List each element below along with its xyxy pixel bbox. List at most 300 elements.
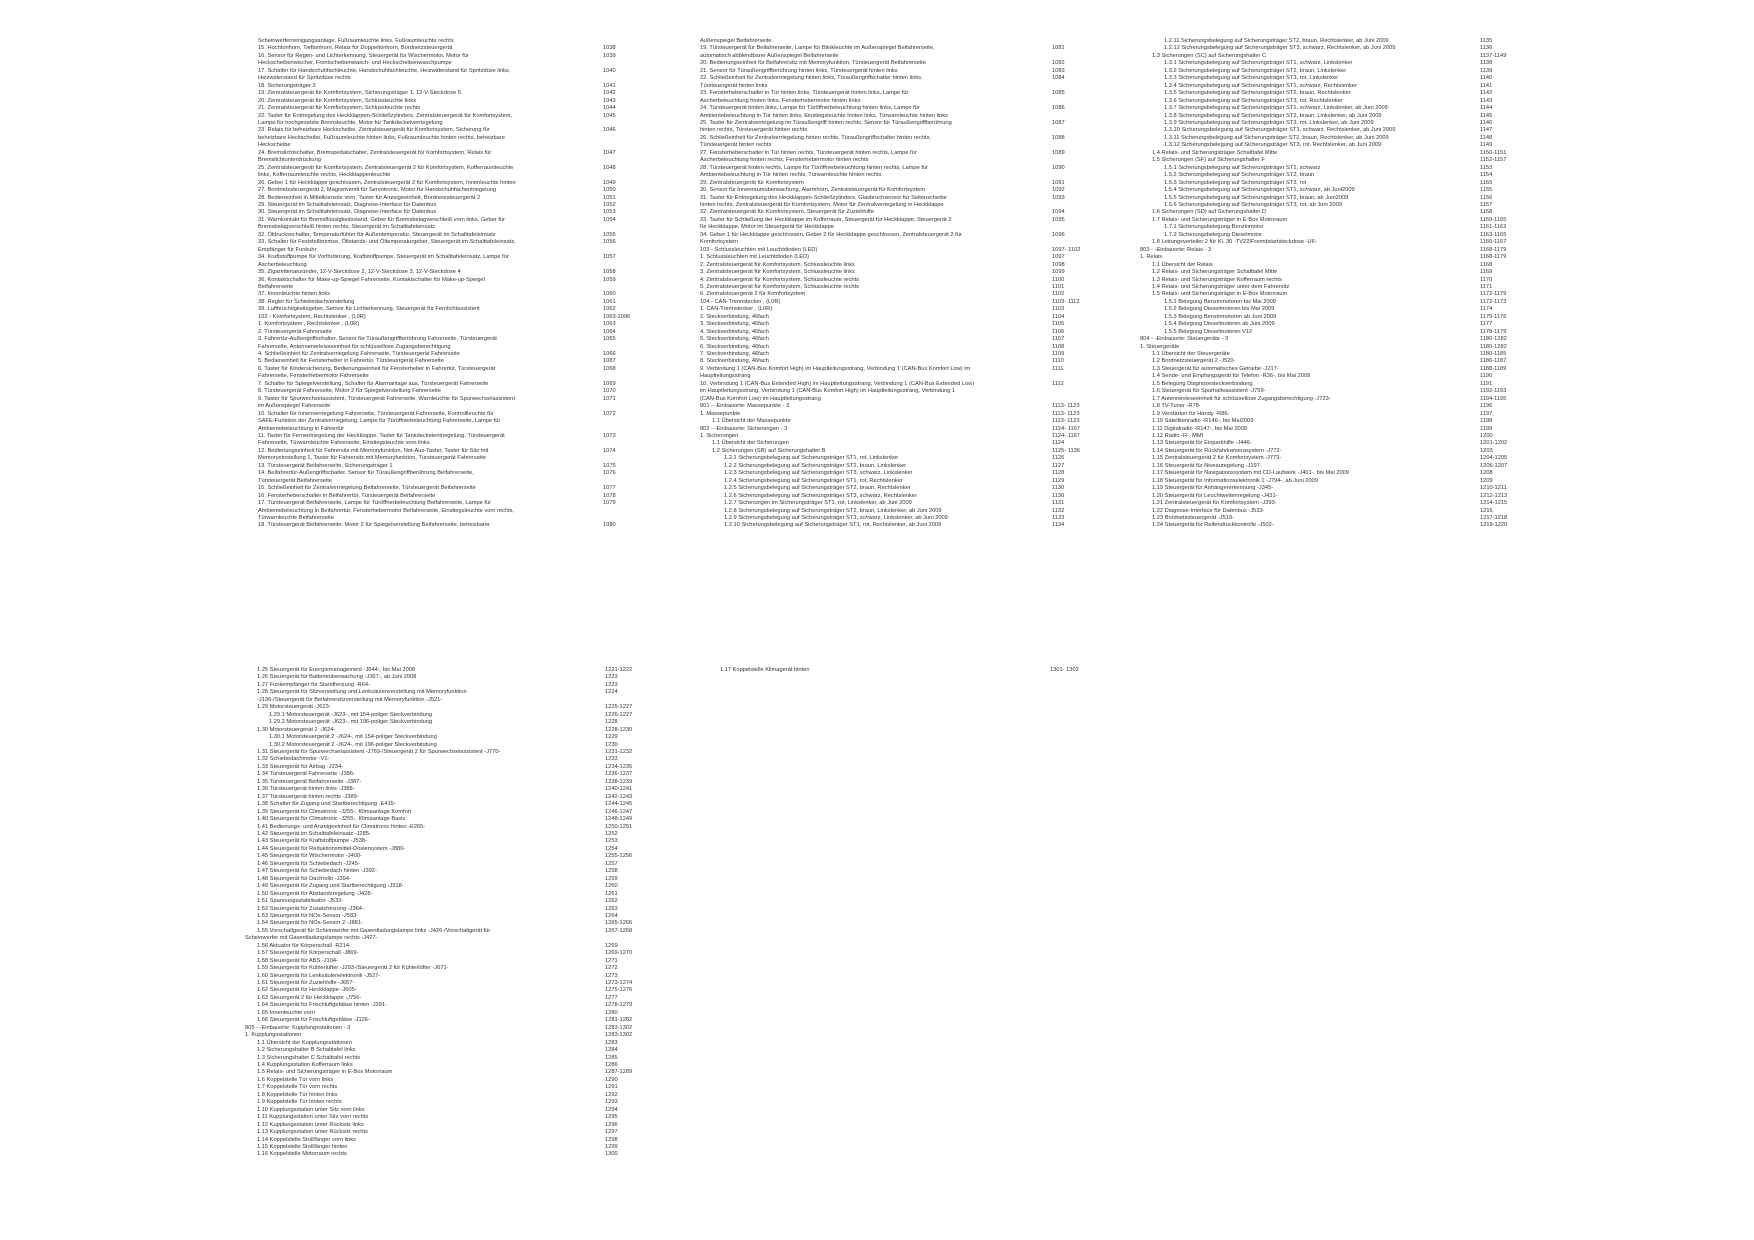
toc-entry <box>1140 98 1540 105</box>
toc-entry <box>1140 493 1540 500</box>
toc-entry-page: 1079 <box>603 500 616 507</box>
toc-entry-title: 7. Schalter für Spiegelverstellung, Schalter für Alarmanlage aus, Türsteuergerät Fahrerseite <box>258 380 489 387</box>
toc-entry <box>258 336 618 343</box>
toc-entry-title: 2. Türsteuergerät Fahrerseite <box>258 328 332 335</box>
toc-entry <box>258 299 618 306</box>
toc-entry-title: 33. Taster für Schließung der Heckklappe im Kofferraum, Steuergerät für Heckklappe, Steuergerät 2 <box>700 216 952 223</box>
toc-entry-title: 13. Türsteuergerät Beifahrerseite, Sicherungsträger 1 <box>258 462 393 469</box>
toc-entry <box>245 950 645 957</box>
toc-entry-title: 1.26 Steuergerät für Batterieüberwachung -J367-, ab Juni 2008 <box>257 674 417 681</box>
toc-entry-page: 1099 <box>1052 269 1065 276</box>
toc-entry-title: 10. Schalter für Innenverriegelung Fahrerseite, Türsteuergerät Fahrerseite, Kontrollleuchte für <box>258 410 494 417</box>
toc-entry-page: 1201-1202 <box>1480 440 1508 447</box>
toc-entry <box>700 209 1090 216</box>
toc-entry-title: 1.39 Steuergerät für Climatronic -J255-, Klimaanlage Komfort <box>257 808 412 815</box>
toc-entry-title: 1.5.1 Belegung Benzinmotoren bis Mai 2009 <box>1164 298 1276 305</box>
toc-entry-title: links, Kofferraumleuchte rechts, Heckklappenleuchte <box>258 172 391 179</box>
toc-entry-page: 1097- 1102 <box>1052 246 1081 253</box>
toc-entry-page: 1140 <box>1480 75 1493 82</box>
toc-entry <box>700 195 1090 202</box>
toc-entry <box>245 1107 645 1114</box>
toc-entry-page: 1226-1227 <box>605 711 633 718</box>
toc-entry-page: 1238-1239 <box>605 778 633 785</box>
toc-entry <box>1140 224 1540 231</box>
toc-entry-title: 1.2.12 Sicherungsbelegung auf Sicherungsträger ST3, schwarz, Rechtslenker, ab Juni 2009 <box>1164 45 1396 52</box>
toc-entry <box>258 269 618 276</box>
toc-entry-title: 26. Geber 1 für Heckklappe geschlossen, Zentralsteuergerät 2 für Komfortsystem, Innenleuchte hinten <box>258 179 516 186</box>
toc-entry-page: 1161-1162 <box>1480 224 1507 231</box>
toc-entry-page: 1076 <box>603 470 616 477</box>
toc-entry-title: 4. Steckverbindung, 46fach <box>700 328 769 335</box>
toc-entry <box>258 60 618 67</box>
toc-entry-page: 1269-1270 <box>605 950 633 957</box>
toc-entry-title: 1.9 Verstärker für Handy -R86- <box>1152 410 1230 417</box>
toc-entry-title: 1.48 Steuergerät für Dachrollo -J394- <box>257 875 351 882</box>
toc-entry-title: 10. Verbindung 1 (CAN-Bus Extended High) im Hauptleitungsstrang, Verbindung 1 (CAN-Bus Extended Low) <box>700 380 975 387</box>
toc-entry-page: 1113- 1123 <box>1052 403 1080 410</box>
toc-entry <box>258 515 618 522</box>
toc-entry-page: 1267-1268 <box>605 927 633 934</box>
toc-entry-title: 1.5.5 Belegung Dieselmotoren V12 <box>1164 328 1253 335</box>
toc-entry <box>258 440 618 447</box>
toc-entry-title: 1.3 Sicherungshalter C Schalttafel rechts <box>257 1054 361 1061</box>
toc-entry <box>258 522 618 529</box>
toc-entry <box>1140 120 1540 127</box>
toc-entry-title: 31. Warnkontakt für Bremsflüssigkeitsstand, Geber für Bremsbelagverschleiß vorn links, Geber für <box>258 216 505 223</box>
toc-entry <box>1140 202 1540 209</box>
toc-entry-page: 1229 <box>605 734 618 741</box>
toc-entry <box>258 247 618 254</box>
toc-entry-title: 26. Schließeinheit für Zentralverriegelung hinten rechts, Türaußengriffschalter hinten rechts, <box>700 134 931 141</box>
toc-entry-title: 1.10 Kupplungsstation unter Sitz vorn links <box>257 1106 365 1113</box>
toc-entry <box>245 980 645 987</box>
toc-entry-page: 1228-1230 <box>605 726 633 733</box>
toc-entry-title: 1.35 Türsteuergerät Beifahrerseite -J387- <box>257 778 362 785</box>
toc-entry-title: 1.1 Übersicht der Steuergeräte <box>1152 351 1230 358</box>
toc-entry-title: 1.17 Steuergerät für Navigationssystem mit CD-Laufwerk -J401-, bis Mai 2009 <box>1152 470 1349 477</box>
toc-entry-title: 19. Türsteuergerät für Beifahrerseite, Lampe für Blinkleuchte im Außenspiegel Beifahrerseite, <box>700 45 935 52</box>
toc-entry-title: 1.52 Steuergerät für Zusatzheizung -J364- <box>257 905 364 912</box>
toc-entry-page: 1041 <box>603 82 616 89</box>
toc-entry-title: 1.17 Koppelstelle Klimagerät hinten <box>720 667 810 673</box>
toc-entry-page: 1297 <box>605 1129 618 1136</box>
toc-entry-page: 1066 <box>603 351 616 358</box>
toc-entry-title: 1.27 Funkempfänger für Standheizung -R64- <box>257 681 370 688</box>
toc-entry <box>1140 232 1540 239</box>
toc-entry-title: 1.25 Steuergerät für Energiemanagement -J644-, bis Mai 2008 <box>257 667 416 673</box>
toc-entry-title: 1.50 Steuergerät für Abstandsregelung -J428- <box>257 890 373 897</box>
toc-entry-title: 1.6 Steuergerät für Spurhalteassistent -J759- <box>1152 388 1266 395</box>
toc-entry-title: 1.5 Belegung Diagnosesteckverbindung <box>1152 380 1253 387</box>
toc-entry-title: Ascherbeleuchtung <box>258 261 307 268</box>
toc-entry <box>1140 239 1540 246</box>
toc-entry-title: 14. Beifahrertür-Außengriffschalter, Sensor für Türaußengriffberührung Beifahrerseite, <box>258 470 474 477</box>
toc-entry-page: 1174 <box>1480 306 1493 313</box>
toc-entry-title: 1.1 Übersicht der Relais <box>1152 261 1213 268</box>
toc-entry <box>1140 127 1540 134</box>
toc-entry-page: 1149 <box>1480 142 1493 149</box>
toc-entry-title: 805 - -Einbauorte: Kupplungsstationen - 3 <box>245 1024 351 1031</box>
toc-entry-title: Heckscheibe <box>258 142 291 149</box>
toc-entry-title: 25. Zentralsteuergerät für Komfortsystem, Zentralsteuergerät 2 für Komfortsystem, Kofferraumleuchte <box>258 164 514 171</box>
toc-entry-page: 1233 <box>605 756 618 763</box>
toc-entry-page: 1186-1187 <box>1480 358 1507 365</box>
toc-entry-title: 1.6 Koppelstelle Tür vorn links <box>257 1076 334 1083</box>
toc-entry-page: 1086 <box>1052 105 1065 112</box>
toc-entry <box>1140 314 1540 321</box>
toc-entry-page: 1159-1165 <box>1480 216 1507 223</box>
toc-entry-title: 1.7 Antennenleseeinheit für schlüssellose Zugangsberechtigung -J723- <box>1152 395 1331 402</box>
toc-entry-title: 8. Steckverbindung, 46fach <box>700 358 769 365</box>
toc-entry-page: 1258 <box>605 868 618 875</box>
toc-entry-page: 1103- 1112 <box>1052 298 1080 305</box>
toc-entry-title: 1.3.12 Sicherungsbelegung auf Sicherungsträger ST3, rot, Rechtslenker, ab Juni 2009 <box>1164 142 1382 149</box>
toc-entry <box>1140 448 1540 455</box>
toc-entry-title: 1.55 Vorschaltgerät für Scheinwerfer mit Gasentladungslampe links -J426-/Vorschaltgerät für <box>257 927 491 934</box>
toc-entry-page: 1210-1211 <box>1480 485 1507 492</box>
toc-entry-page: 1069 <box>603 380 616 387</box>
toc-entry <box>258 306 618 313</box>
toc-entry <box>245 1055 645 1062</box>
toc-entry-title: 1.5.5 Sicherungsbelegung auf Sicherungsträger ST2, braun, ab Juni2009 <box>1164 194 1349 201</box>
toc-entry-title: 37. Innenleuchte hinten links <box>258 291 331 298</box>
toc-entry-title: 1.2.1 Sicherungsbelegung auf Sicherungsträger ST1, rot, Linkslenker <box>724 455 899 462</box>
toc-entry-page: 1134 <box>1052 522 1065 529</box>
toc-entry-title: hinten rechts, Türsteuergerät hinten rechts <box>700 127 808 134</box>
toc-entry-title: Hauptleitungsstrang <box>700 373 751 380</box>
toc-entry-title: 1.8 TV-Tuner -R78- <box>1152 403 1201 410</box>
toc-entry-title: 1.13 Kupplungsstation unter Rücksitz rechts <box>257 1129 368 1136</box>
toc-entry-page: 1172-1173 <box>1480 298 1507 305</box>
toc-entry <box>258 321 618 328</box>
toc-entry-page: 1147 <box>1480 127 1493 134</box>
toc-entry-page: 1230 <box>605 741 618 748</box>
toc-entry-page: 1158 <box>1480 209 1493 216</box>
toc-entry-title: Beifahrerseite <box>258 283 294 290</box>
toc-entry <box>245 689 645 696</box>
toc-entry-page: 1175-1176 <box>1480 313 1507 320</box>
toc-entry <box>258 127 618 134</box>
toc-entry-title: 804 - -Einbauorte: Steuergeräte - 3 <box>1140 336 1229 343</box>
toc-entry-page: 1194-1195 <box>1480 395 1507 402</box>
toc-entry-page: 1124- 1167 <box>1052 425 1080 432</box>
toc-entry <box>245 853 645 860</box>
toc-entry <box>700 239 1090 246</box>
toc-entry-title: 6. Taster für Kindersicherung, Bedienungseinheit für Fensterheber in Fahrertür, Türsteuergerät <box>258 365 496 372</box>
toc-entry-title: 1.10 Satellitenradio -R146-, bis Mai2009 <box>1152 418 1254 425</box>
toc-entry-title: 34. Geber 1 für Heckklappe geschlossen, Geber 2 für Heckklappe geschlossen, Zentralsteuergerät 2 für <box>700 231 962 238</box>
toc-entry-title: 6. Steckverbindung, 46fach <box>700 343 769 350</box>
toc-entry-page: 1112 <box>1052 380 1064 387</box>
toc-entry-title: 1.7 Koppelstelle Tür vorn rechts <box>257 1084 338 1091</box>
toc-entry-page: 1254 <box>605 845 618 852</box>
toc-column-2 <box>700 38 1090 530</box>
toc-entry <box>245 846 645 853</box>
toc-entry-page: 1209 <box>1480 477 1493 484</box>
toc-entry-page: 1188-1189 <box>1480 365 1507 372</box>
toc-entry-page: 1191 <box>1480 380 1493 387</box>
toc-entry-page: 1257 <box>605 860 618 867</box>
toc-entry <box>1140 150 1540 157</box>
toc-entry <box>700 522 1090 529</box>
toc-entry-page: 1085 <box>1052 90 1065 97</box>
toc-entry-title: 1.60 Steuergerät für Lenksäulenelektronik -J527- <box>257 972 381 979</box>
toc-entry-title: 8. Türsteuergerät Fahrerseite, Motor 2 für Spiegelverstellung Fahrerseite <box>258 388 441 395</box>
toc-entry-page: 1087 <box>1052 119 1065 126</box>
toc-entry-page: 1263 <box>605 905 618 912</box>
toc-entry <box>245 682 645 689</box>
toc-entry-title: Ambientebeleuchtung in Tür hinten links, Einstiegsleuchte hinten links, Türwarnleuchte hinten links <box>700 112 948 119</box>
toc-entry-title: 1.3.10 Sicherungsbelegung auf Sicherungsträger ST1, schwarz, Rechtslenker, ab Juni 2009 <box>1164 127 1396 134</box>
toc-entry-page: 1283-1302 <box>605 1024 633 1031</box>
toc-entry <box>700 180 1090 187</box>
toc-entry-title: 1.2 Sicherungshalter B Schalttafel links <box>257 1047 356 1054</box>
toc-entry <box>1140 500 1540 507</box>
toc-entry <box>1140 135 1540 142</box>
toc-entry <box>1140 90 1540 97</box>
toc-entry-page: 1138 <box>1480 60 1493 67</box>
toc-entry-page: 1240-1241 <box>605 786 633 793</box>
toc-entry-title: 1.47 Steuergerät für Schiebedach hinten -J392- <box>257 868 377 875</box>
toc-entry <box>700 224 1090 231</box>
toc-entry <box>258 388 618 395</box>
toc-entry-page: 1286 <box>605 1062 618 1069</box>
toc-entry <box>700 411 1090 418</box>
toc-entry <box>700 306 1090 313</box>
toc-entry-title: 27. Fensterheberschalter in Tür hinten rechts, Türsteuergerät hinten rechts, Lampe für <box>700 149 917 156</box>
toc-entry-page: 1144 <box>1480 105 1493 112</box>
toc-entry-page: 1293 <box>605 1099 618 1106</box>
toc-entry-page: 1093 <box>1052 194 1065 201</box>
toc-entry-title: 1.5.3 Sicherungsbelegung auf Sicherungsträger ST3, rot <box>1164 179 1307 186</box>
toc-entry-title: 1.2 Sicherungen (SB) auf Sicherungshalter B <box>712 447 826 454</box>
toc-entry <box>1140 433 1540 440</box>
toc-entry <box>258 358 618 365</box>
toc-entry-page: 1038 <box>603 45 616 52</box>
toc-entry <box>245 734 645 741</box>
toc-entry <box>700 53 1090 60</box>
toc-entry-page: 1111 <box>1052 365 1064 372</box>
toc-entry-title: 5. Zentralsteuergerät für Komfortsystem, Schlussleuchte rechts <box>700 283 860 290</box>
toc-entry-page: 1168 <box>1480 261 1493 268</box>
toc-entry-title: 1.18 Steuergerät für Informationselektronik 1 -J794-, ab Juni 2009 <box>1152 477 1318 484</box>
toc-entry-page: 1283 <box>605 1039 618 1046</box>
toc-entry-page: 1295 <box>605 1114 618 1121</box>
toc-entry-title: 1.16 Koppelstelle Motorraum rechts <box>257 1151 347 1158</box>
toc-entry-page: 1064 <box>603 328 616 335</box>
toc-entry <box>258 53 618 60</box>
toc-entry <box>245 987 645 994</box>
toc-entry <box>258 485 618 492</box>
toc-entry-title: 1.5.1 Sicherungsbelegung auf Sicherungsträger ST1, schwarz <box>1164 164 1321 171</box>
toc-entry-title: 21. Zentralsteuergerät für Komfortsystem, Schlussleuchte rechts <box>258 105 421 112</box>
toc-entry-page: 1271 <box>605 957 618 964</box>
toc-entry-page: 1056 <box>603 239 616 246</box>
toc-entry-page: 1250-1251 <box>605 823 633 830</box>
toc-entry-page: 1105 <box>1052 321 1065 328</box>
toc-entry-title: 1.3.4 Sicherungsbelegung auf Sicherungsträger ST1, schwarz, Rechtslenker <box>1164 82 1357 89</box>
toc-entry-page: 1145 <box>1480 112 1493 119</box>
toc-entry-page: 1178-1179 <box>1480 328 1507 335</box>
toc-entry <box>258 38 618 45</box>
toc-entry <box>1140 329 1540 336</box>
toc-entry-title: 28. Bedieneinheit in Mittelkonsole vorn, Taster für Anzeigeeinheit, Bordnetzsteuergerät 2 <box>258 194 481 201</box>
toc-entry-page: 1216 <box>1480 507 1493 514</box>
toc-entry-title: Türwarnleuchte Beifahrerseite <box>258 515 334 521</box>
toc-entry-title: 1.32 Schiebedachmotor -V1- <box>257 756 330 763</box>
toc-entry <box>258 313 631 321</box>
toc-entry-page: 1068 <box>603 365 616 372</box>
toc-entry-title: Heckscheibenwischer, Frontscheibenwasch- und Heckscheibenwaschpumpe <box>258 60 452 67</box>
toc-entry <box>700 83 1090 90</box>
toc-entry-page: 1292 <box>605 1091 618 1098</box>
toc-entry-page: 1190 <box>1480 373 1493 380</box>
toc-entry <box>245 756 645 763</box>
toc-entry-title: 1.2.8 Sicherungsbelegung auf Sicherungsträger ST2, braun, Linkslenker, ab Juni 2009 <box>724 507 942 514</box>
toc-entry-title: 1.23 Bordnetzsteuergerät -J519- <box>1152 515 1234 521</box>
toc-entry-page: 1155 <box>1480 179 1493 186</box>
toc-entry-title: Fahrerseite, Türwarnleuchte Fahrerseite, Einstiegsleuchte vorn links <box>258 440 430 447</box>
toc-entry-page: 1301- 1302 <box>1050 667 1079 673</box>
toc-entry-title: 102 - Komfortsystem, Rechtslenker , (L0R) <box>258 313 366 320</box>
toc-entry-page: 1152-1157 <box>1480 157 1507 164</box>
toc-entry-title: 1.8 Koppelstelle Tür hinten links <box>257 1091 338 1098</box>
toc-entry <box>1140 381 1540 388</box>
toc-entry-title: 30. Sensor für Innenraumüberwachung, Alarmhorn, Zentralsteuergerät für Komfortsystem <box>700 187 926 194</box>
toc-entry-title: 1.2.7 Sicherungen im Sicherungsträger ST1, rot, Linkslenker, ab Juni 2009 <box>724 500 912 507</box>
toc-entry-page: 1242-1243 <box>605 793 633 800</box>
toc-entry <box>245 704 645 711</box>
toc-entry-title: 5. Steckverbindung, 46fach <box>700 336 769 343</box>
toc-entry-title: 15. Hochtonhorn, Tieftonhorn, Relais für Doppeltonhorn, Bordnetzsteuergerät <box>258 45 453 52</box>
toc-entry-page: 1096 <box>1052 231 1065 238</box>
toc-entry-title: 1.3 Sicherungen (SC) auf Sicherungshalter C <box>1152 52 1267 59</box>
toc-entry <box>700 98 1090 105</box>
toc-entry <box>700 291 1090 298</box>
toc-entry <box>700 455 1090 462</box>
toc-entry-page: 1206-1207 <box>1480 462 1508 469</box>
toc-entry-title: 1.59 Steuergerät für Kühlerlüfter -J293-/Steuergerät 2 für Kühlerlüfter -J671- <box>257 965 449 972</box>
toc-entry-page: 1043 <box>603 97 616 104</box>
toc-column-1 <box>258 38 631 530</box>
toc-entry <box>700 426 1090 433</box>
toc-entry-title: 1. Sicherungen <box>700 433 739 440</box>
toc-entry <box>258 500 618 507</box>
toc-entry <box>245 1062 645 1069</box>
toc-entry <box>258 508 618 515</box>
toc-entry-page: 1192-1193 <box>1480 388 1507 395</box>
toc-entry <box>245 1017 645 1024</box>
toc-entry-title: -J136-/Steuergerät für Beifahrersitzverstellung mit Memoryfunktion -J521- <box>257 696 443 703</box>
toc-entry-page: 1284 <box>605 1047 618 1054</box>
toc-entry-page: 1294 <box>605 1106 618 1113</box>
toc-entry-title: 27. Bordnetzsteuergerät 2, Magnetventil für Servotronic, Motor für Handschuhfachentriegelung <box>258 187 497 194</box>
toc-entry-title: 1. CAN-Trennstecker , (L0R) <box>700 306 773 313</box>
toc-entry <box>1140 209 1540 216</box>
toc-entry-title: 15. Schließeinheit für Zentralverriegelung Beifahrerseite, Türsteuergerät Beifahrerseite <box>258 485 476 492</box>
toc-entry-page: 1110 <box>1052 358 1064 365</box>
toc-entry <box>245 809 645 816</box>
toc-entry <box>700 150 1090 157</box>
toc-entry-page: 1203 <box>1480 447 1493 454</box>
toc-entry <box>258 75 618 82</box>
toc-entry-page: 1049 <box>603 179 616 186</box>
toc-entry <box>1140 344 1540 351</box>
toc-entry-page: 1126 <box>1052 455 1065 462</box>
toc-entry-title: Türsteuergerät hinten rechts <box>700 142 772 149</box>
toc-entry <box>700 157 1090 164</box>
toc-entry-title: hinten rechts, Zentralsteuergerät für Komfortsystem, Motor für Zentralverriegelung in Heckklappe <box>700 201 944 208</box>
toc-entry-page: 1146 <box>1480 119 1493 126</box>
toc-entry-title: Ascherbeleuchtung hinten links, Fensterhebermotor hinten links <box>700 97 861 104</box>
toc-entry <box>1140 75 1540 82</box>
toc-entry-page: 1285 <box>605 1054 618 1061</box>
toc-entry <box>245 1099 645 1106</box>
toc-entry-title: 1.46 Steuergerät für Schiebedach -J245- <box>257 860 360 867</box>
toc-entry-title: beheizbare Heckscheibe, Fußraumleuchte hinten links, Fußraumleuchte hinten rechts, beheizbare <box>258 134 505 141</box>
toc-entry <box>258 150 618 157</box>
toc-entry-page: 1252 <box>605 830 618 837</box>
toc-entry-page: 1078 <box>603 492 616 499</box>
toc-entry <box>245 928 645 935</box>
toc-entry-title: 1.4 Sende- und Empfangsgerät für Telefon -R36-, bis Mai 2009 <box>1152 373 1311 380</box>
toc-entry-page: 1051 <box>603 194 616 201</box>
toc-entry <box>700 68 1090 75</box>
toc-entry-title: 1.54 Steuergerät für NOx-Sensor 2 -J881- <box>257 920 363 927</box>
toc-entry-title: 1.2.3 Sicherungsbelegung auf Sicherungsträger ST3, schwarz, Linkslenker <box>724 470 913 477</box>
toc-entry-title: 1.29.2 Motorsteuergerät -J623-, mit 196-poliger Steckverbindung <box>269 719 433 726</box>
toc-entry-page: 1143 <box>1480 97 1493 104</box>
toc-entry-page: 1130 <box>1052 492 1065 499</box>
toc-entry-page: 1244-1245 <box>605 801 633 808</box>
toc-entry-title: 1.2.6 Sicherungsbelegung auf Sicherungsträger ST3, schwarz, Rechtslenker <box>724 492 917 499</box>
toc-entry-title: 12. Bedienungseinheit für Fahrersitz mit Memoryfunktion, Not-Aus-Taster, Taster für Sitz mit <box>258 447 489 454</box>
toc-entry-title: 1.2 Bordnetzsteuergerät 2 -J520- <box>1152 358 1236 365</box>
toc-entry-page: 1131 <box>1052 500 1065 507</box>
toc-entry <box>1140 247 1540 254</box>
toc-entry-title: 1. Kupplungsstationen <box>245 1032 302 1039</box>
toc-entry <box>1140 105 1540 112</box>
toc-entry-title: im Außenspiegel Fahrerseite <box>258 403 331 410</box>
toc-entry-title: 21. Sensor für Türaußengriffberührung hinten links, Türsteuergerät hinten links <box>700 67 898 74</box>
toc-entry <box>700 232 1090 239</box>
toc-entry-title: 1.20 Steuergerät für Leuchtweitenregelung -J431- <box>1152 492 1278 499</box>
toc-entry-title: 1.14 Koppelstelle Stoßfänger vorn links <box>257 1136 356 1143</box>
toc-entry <box>245 719 645 726</box>
toc-entry <box>258 277 618 284</box>
toc-entry-title: 25. Taster für Zentralverriegelung im Türaußengriff hinten rechts, Sensor für Türaußengriffberührung <box>700 119 952 126</box>
toc-entry-page: 1153 <box>1480 164 1493 171</box>
toc-entry <box>245 1047 645 1054</box>
toc-entry-page: 1089 <box>1052 149 1065 156</box>
toc-entry <box>700 515 1090 522</box>
toc-entry-title: 1.4 Kupplungsstation Kofferraum links <box>257 1062 353 1069</box>
toc-entry <box>245 1144 645 1151</box>
toc-entry <box>258 478 618 485</box>
toc-entry-page: 1065 <box>603 336 616 343</box>
toc-entry-page: 1042 <box>603 90 616 97</box>
toc-entry-title: 16. Fensterheberschalter in Beifahrertür, Türsteuergerät Beifahrerseite <box>258 492 436 499</box>
toc-entry-title: 32. Zentralsteuergerät für Komfortsystem, Steuergerät für Zuziehhilfe <box>700 209 874 216</box>
toc-entry-title: 801 - -Einbauorte: Massepunkte - 3 <box>700 403 790 410</box>
toc-entry-page: 1083 <box>1052 67 1065 74</box>
toc-entry-page: 1054 <box>603 216 616 223</box>
toc-entry <box>245 1084 645 1091</box>
toc-entry <box>700 284 1090 291</box>
toc-entry-title: 4. Zentralsteuergerät für Komfortsystem, Schlussleuchte rechts <box>700 276 860 283</box>
toc-entry-page: 1255-1256 <box>605 853 633 860</box>
toc-entry-title: 1.22 Diagnose-Interface für Datenbus -J533- <box>1152 507 1265 514</box>
